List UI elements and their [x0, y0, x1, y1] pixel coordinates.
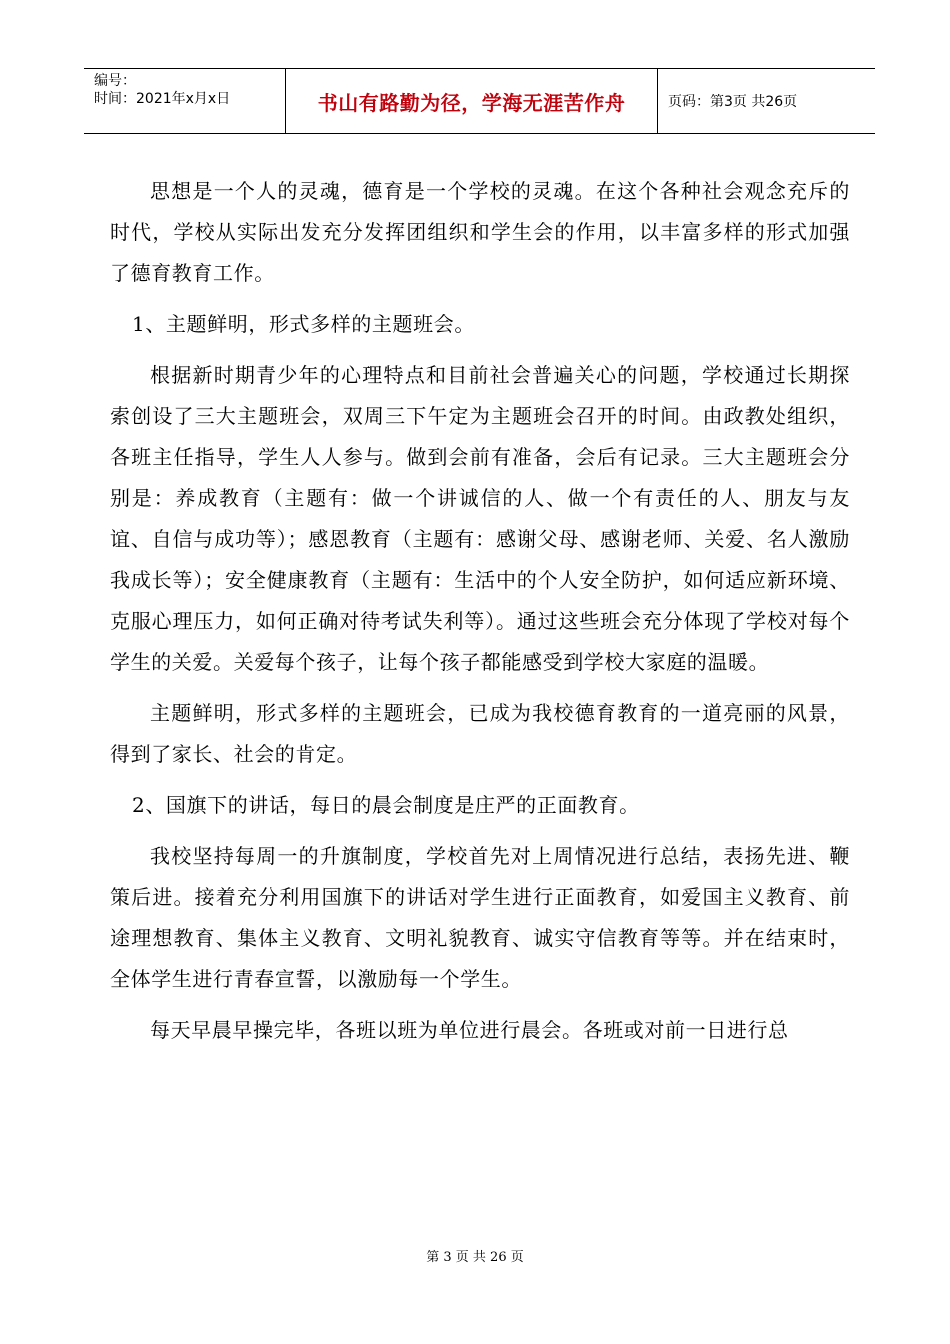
- page-header: [84, 68, 875, 134]
- document-body: [110, 171, 850, 1051]
- header-motto: 书山有路勤为径，学海无涯苦作舟: [286, 69, 658, 133]
- paragraph-flag-ceremony: 我校坚持每周一的升旗制度，学校首先对上周情况进行总结，表扬先进、鞭策后进。接着充分利用国旗下的讲话对学生进行正面教育，如爱国主义教育、前途理想教育、集体主义教育、文明礼貌教育、诚实守信教育等等。并在结束时，全体学生进行青春宣誓，以激励每一个学生。: [110, 844, 850, 991]
- section-heading-1: 1、主题鲜明，形式多样的主题班会。: [132, 312, 475, 336]
- paragraph-theme-summary: 主题鲜明，形式多样的主题班会，已成为我校德育教育的一道亮丽的风景，得到了家长、社会的肯定。: [110, 701, 850, 766]
- section-heading-2: 2、国旗下的讲话，每日的晨会制度是庄严的正面教育。: [132, 793, 640, 817]
- header-page-number: 页码：第3页 共26页: [668, 94, 798, 110]
- document-time-label: 时间：2021年x月x日: [94, 91, 231, 107]
- header-meta: [84, 69, 286, 133]
- paragraph-theme-meetings: 根据新时期青少年的心理特点和目前社会普遍关心的问题，学校通过长期探索创设了三大主题班会，双周三下午定为主题班会召开的时间。由政教处组织，各班主任指导，学生人人参与。做到会前有准备，会后有记录。三大主题班会分别是：养成教育（主题有：做一个讲诚信的人、做一个有责任的人、朋友与友谊、自信与成功等）；感恩教育（主题有：感谢父母、感谢老师、关爱、名人激励我成长等）；安全健康教育（主题有：生活中的个人安全防护，如何适应新环境、克服心理压力，如何正确对待考试失利等）。通过这些班会充分体现了学校对每个学生的关爱。关爱每个孩子，让每个孩子都能感受到学校大家庭的温暖。: [110, 363, 850, 674]
- document-number-label: 编号：: [94, 73, 136, 89]
- paragraph-morning-meeting: 每天早晨早操完毕，各班以班为单位进行晨会。各班或对前一日进行总: [150, 1018, 789, 1042]
- paragraph-intro: 思想是一个人的灵魂，德育是一个学校的灵魂。在这个各种社会观念充斥的时代，学校从实际出发充分发挥团组织和学生会的作用，以丰富多样的形式加强了德育教育工作。: [110, 179, 850, 285]
- page-footer: 第 3 页 共 26 页: [426, 1250, 524, 1265]
